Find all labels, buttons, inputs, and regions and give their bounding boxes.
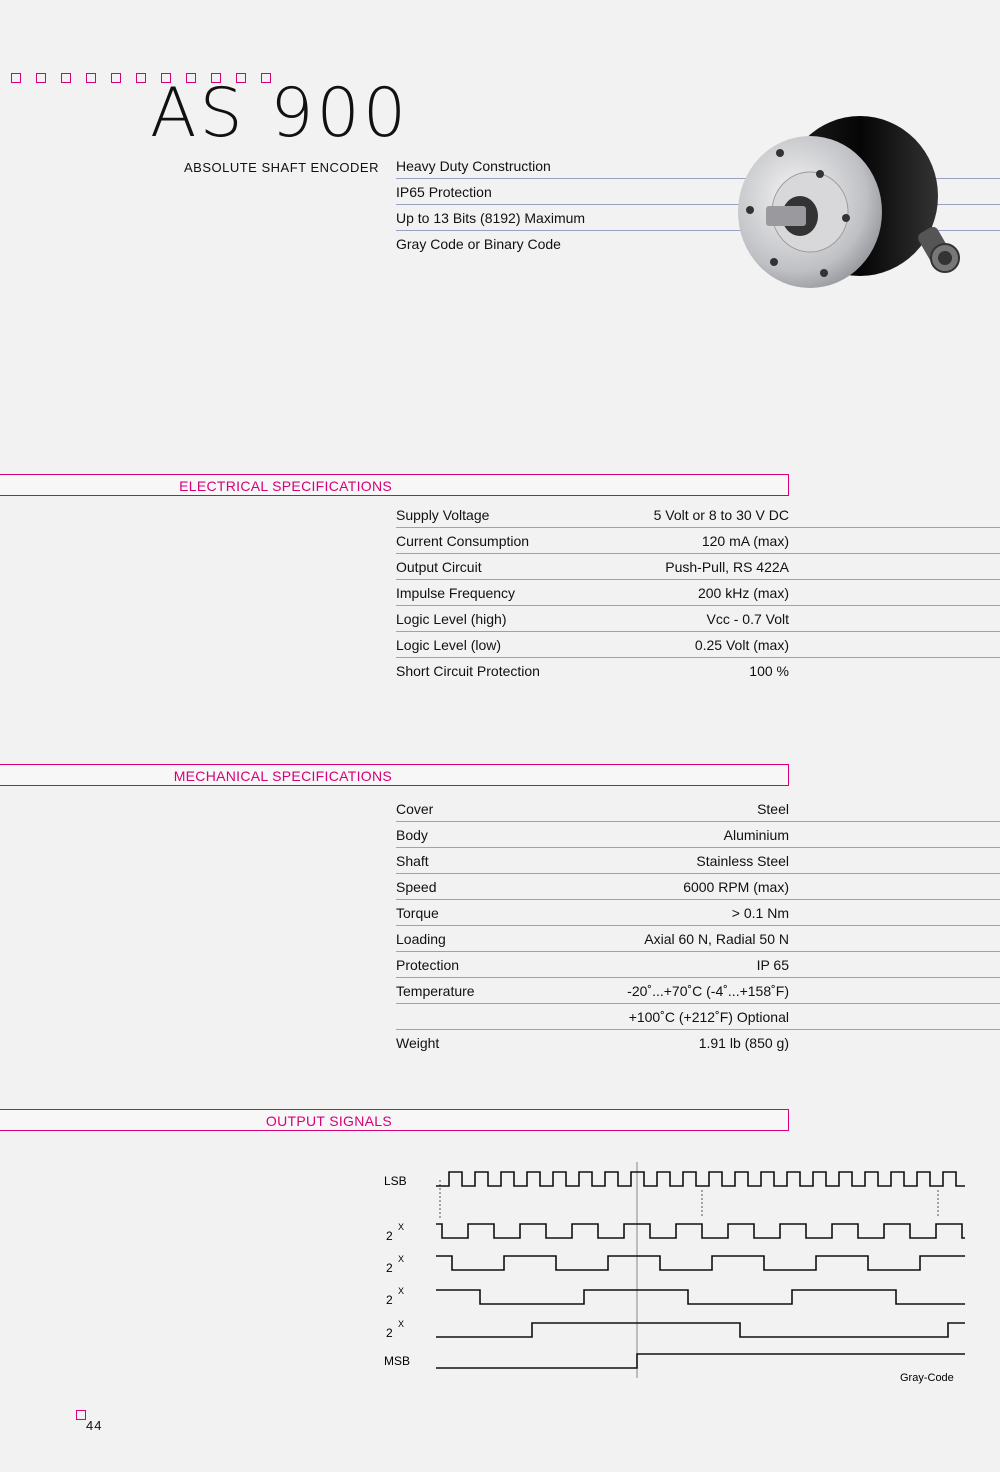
square-icon: [36, 73, 46, 83]
square-icon: [136, 73, 146, 83]
section-heading: OUTPUT SIGNALS: [265, 1113, 392, 1129]
spec-value: 5 Volt or 8 to 30 V DC: [653, 507, 789, 523]
spec-label: Protection: [396, 957, 460, 973]
table-row: [396, 606, 1000, 632]
table-row: [396, 1030, 1000, 1056]
page-title: AS 900: [150, 74, 410, 153]
table-row: [396, 554, 1000, 580]
svg-text:2: 2: [386, 1229, 393, 1243]
lsb-label: LSB: [384, 1174, 407, 1188]
svg-text:X: X: [398, 1254, 405, 1264]
spec-label: Torque: [396, 905, 439, 921]
table-row: [396, 926, 1000, 952]
spec-value: IP 65: [756, 957, 789, 973]
svg-text:X: X: [398, 1286, 405, 1296]
spec-value: 120 mA (max): [701, 533, 789, 549]
svg-text:2: 2: [386, 1293, 393, 1307]
bit-label: [386, 1319, 404, 1340]
section-heading: MECHANICAL SPECIFICATIONS: [173, 768, 392, 784]
svg-text:X: X: [398, 1222, 405, 1232]
code-label: Gray-Code: [900, 1372, 954, 1384]
table-row: [396, 796, 1000, 822]
output-section-header: [0, 1109, 789, 1131]
spec-value: -20˚...+70˚C (-4˚...+158˚F): [627, 983, 789, 999]
square-icon: [61, 73, 71, 83]
spec-label: Cover: [396, 801, 434, 817]
table-row: [396, 900, 1000, 926]
square-icon: [11, 73, 21, 83]
spec-label: Impulse Frequency: [396, 585, 516, 601]
spec-value: > 0.1 Nm: [731, 905, 789, 921]
spec-value: 6000 RPM (max): [683, 879, 789, 895]
spec-label: Output Circuit: [396, 559, 482, 575]
bit-signal: [436, 1323, 965, 1337]
msb-signal: [436, 1354, 965, 1368]
spec-value: Vcc - 0.7 Volt: [706, 611, 789, 627]
page-subtitle: ABSOLUTE SHAFT ENCODER: [184, 160, 379, 175]
spec-value: +100˚C (+212˚F) Optional: [628, 1009, 789, 1025]
spec-label: Logic Level (high): [396, 611, 507, 627]
spec-label: Short Circuit Protection: [396, 663, 540, 679]
section-heading: ELECTRICAL SPECIFICATIONS: [179, 478, 392, 494]
spec-value: 100 %: [749, 663, 789, 679]
table-row: [396, 874, 1000, 900]
spec-label: Logic Level (low): [396, 637, 502, 653]
table-row: [396, 528, 1000, 554]
feature-item: IP65 Protection: [396, 179, 1000, 205]
bit-signal: [436, 1224, 965, 1238]
square-icon: [111, 73, 121, 83]
spec-label: Loading: [396, 931, 446, 947]
bit-label: [386, 1286, 404, 1307]
spec-label: Body: [396, 827, 428, 843]
feature-item: Up to 13 Bits (8192) Maximum: [396, 205, 1000, 231]
table-row: [396, 978, 1000, 1004]
table-row: [396, 822, 1000, 848]
spec-label: Supply Voltage: [396, 507, 490, 523]
table-row: [396, 658, 1000, 684]
spec-value: Push-Pull, RS 422A: [665, 559, 789, 575]
encoder-product-image: [728, 108, 960, 308]
table-row: [396, 502, 1000, 528]
lsb-signal: [436, 1172, 965, 1186]
spec-value: Aluminium: [723, 827, 789, 843]
svg-text:X: X: [398, 1319, 405, 1329]
mechanical-spec-table: [396, 796, 1000, 1056]
bit-signal: [436, 1256, 965, 1270]
spec-value: 0.25 Volt (max): [694, 637, 789, 653]
page-number: 44: [86, 1418, 103, 1433]
spec-label: Shaft: [396, 853, 429, 869]
svg-text:2: 2: [386, 1261, 393, 1275]
bit-label: [386, 1254, 404, 1275]
electrical-spec-table: [396, 502, 1000, 684]
spec-value: 1.91 lb (850 g): [698, 1035, 789, 1051]
spec-value: 200 kHz (max): [697, 585, 789, 601]
bit-label: [386, 1222, 404, 1243]
spec-label: Speed: [396, 879, 437, 895]
spec-value: Axial 60 N, Radial 50 N: [644, 931, 789, 947]
spec-label: Current Consumption: [396, 533, 530, 549]
msb-label: MSB: [384, 1354, 411, 1368]
feature-item: Gray Code or Binary Code: [396, 236, 561, 252]
spec-value: Stainless Steel: [696, 853, 789, 869]
table-row: [396, 1004, 1000, 1030]
spec-value: Steel: [757, 801, 789, 817]
spec-label: Weight: [396, 1035, 440, 1051]
table-row: [396, 632, 1000, 658]
square-icon: [76, 1410, 86, 1420]
table-row: [396, 848, 1000, 874]
bit-signal: [436, 1290, 965, 1304]
feature-item: Heavy Duty Construction: [396, 153, 1000, 179]
square-icon: [86, 73, 96, 83]
mechanical-section-header: [0, 764, 789, 786]
gray-code-timing-diagram: [380, 1160, 980, 1390]
table-row: [396, 580, 1000, 606]
electrical-section-header: [0, 474, 789, 496]
table-row: [396, 952, 1000, 978]
spec-label: Temperature: [396, 983, 475, 999]
svg-text:2: 2: [386, 1326, 393, 1340]
